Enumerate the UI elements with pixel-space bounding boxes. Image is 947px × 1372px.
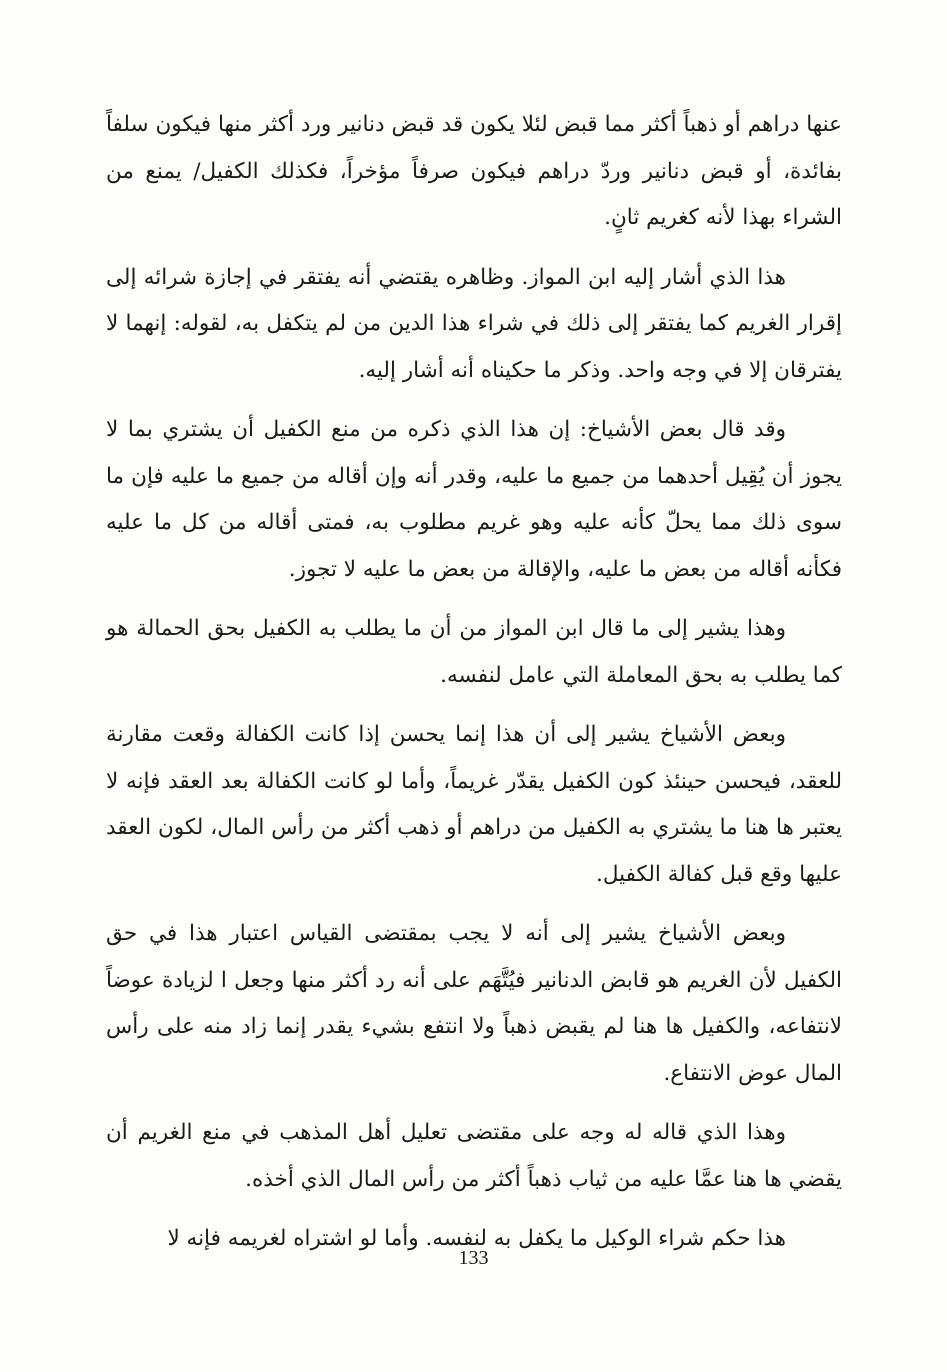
paragraph-1: عنها دراهم أو ذهباً أكثر مما قبض لئلا يكون قد قبض دنانير ورد أكثر منها فيكون سلفاً بفائدة، أو قبض دنانير وردّ دراهم فيكون صرفاً مؤخراً، فكذلك الكفيل/ يمنع من الشراء بهذا لأنه كغريم ثانٍ. [106,112,842,230]
paragraph-4: وهذا يشير إلى ما قال ابن المواز من أن ما يطلب به الكفيل بحق الحمالة هو كما يطلب به بحق المعاملة التي عامل لنفسه. [106,616,842,688]
paragraph-8: هذا حكم شراء الوكيل ما يكفل به لنفسه. وأما لو اشتراه لغريمه فإنه لا [167,1226,786,1251]
body-text [106,102,842,1276]
paragraph-5: وبعض الأشياخ يشير إلى أن هذا إنما يحسن إذا كانت الكفالة وقعت مقارنة للعقد، فيحسن حينئذ كون الكفيل يقدّر غريماً، وأما لو كانت الكفالة بعد العقد فإنه لا يعتبر ها هنا ما يشتري به الكفيل من دراهم أو ذهب أكثر من رأس المال، لكون العقد عليها وقع قبل كفالة الكفيل. [106,722,842,887]
page-number: 133 [458,1247,489,1269]
paragraph-7: وهذا الذي قاله له وجه على مقتضى تعليل أهل المذهب في منع الغريم أن يقضي ها هنا عمَّا عليه من ثياب ذهباً أكثر من رأس المال الذي أخذه. [106,1120,842,1192]
paragraph-6: وبعض الأشياخ يشير إلى أنه لا يجب بمقتضى القياس اعتبار هذا في حق الكفيل لأن الغريم هو قابض الدنانير فيُتَّهَم على أنه رد أكثر منها وجعل ا لزيادة عوضاً لانتفاعه، والكفيل ها هنا لم يقبض ذهباً ولا انتفع بشيء يقدر إنما زاد منه على رأس المال عوض الانتفاع. [106,921,842,1086]
paragraph-3: وقد قال بعض الأشياخ: إن هذا الذي ذكره من منع الكفيل أن يشتري بما لا يجوز أن يُقِيل أحدهما من جميع ما عليه، وقدر أنه وإن أقاله من جميع ما عليه فإن ما سوى ذلك مما يحلّ كأنه عليه وهو غريم مطلوب به، فمتى أقاله من كل ما عليه فكأنه أقاله من بعض ما عليه، والإقالة من بعض ما عليه لا تجوز. [106,417,842,582]
paragraph-2: هذا الذي أشار إليه ابن المواز. وظاهره يقتضي أنه يفتقر في إجازة شرائه إلى إقرار الغريم كما يفتقر إلى ذلك في شراء هذا الدين من لم يتكفل به، لقوله: إنهما لا يفترقان إلا في وجه واحد. وذكر ما حكيناه أنه أشار إليه. [106,264,842,383]
